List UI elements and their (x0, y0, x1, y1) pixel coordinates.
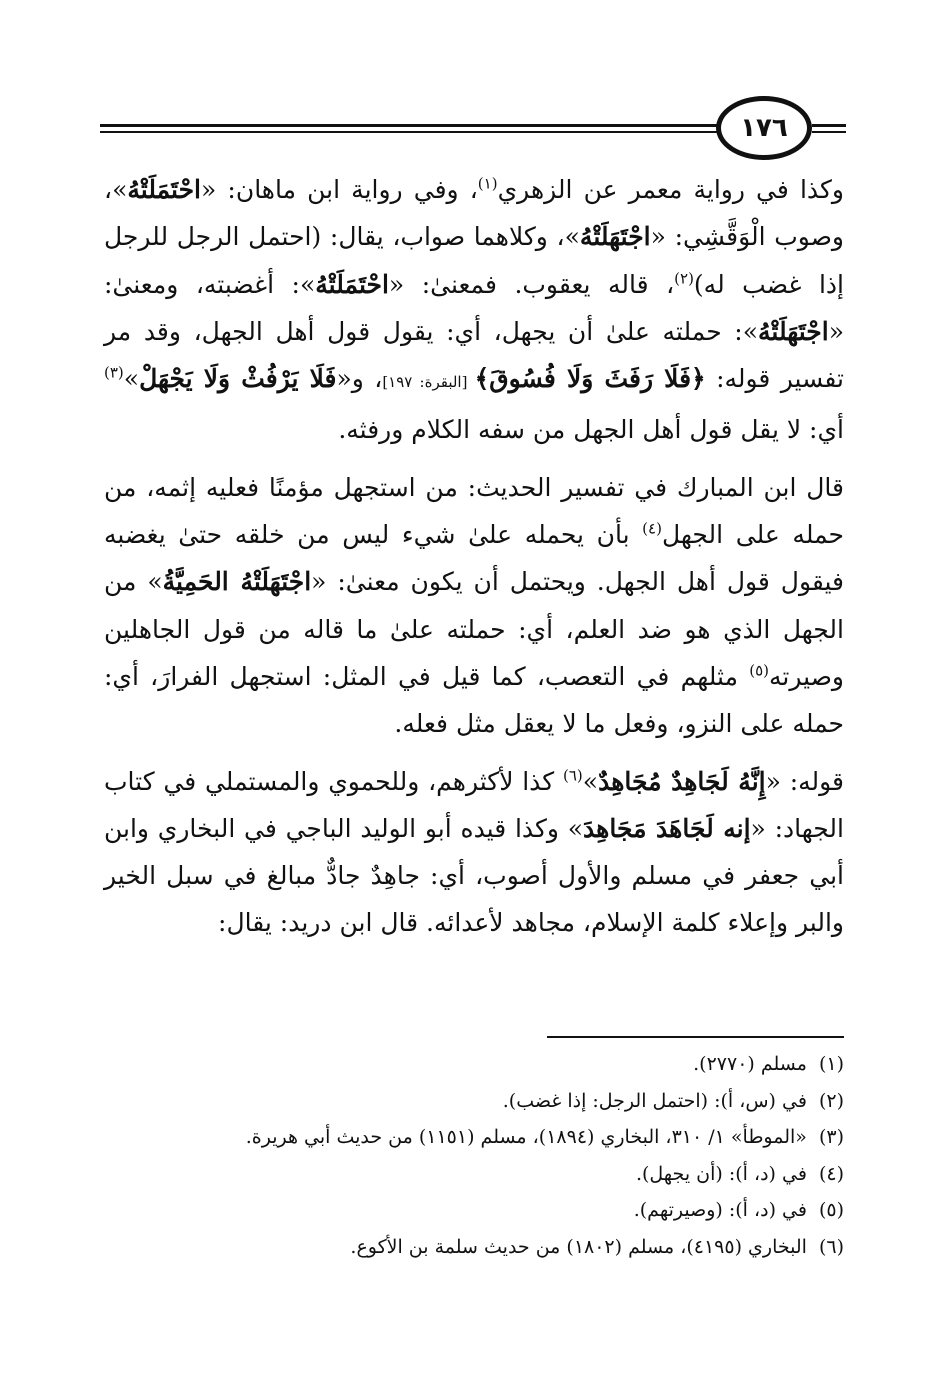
footnote (104, 1119, 844, 1156)
footnote-text: «الموطأ» ١/ ٣١٠، البخاري (١٨٩٤)، مسلم (١١٥١) من حديث أبي هريرة. (245, 1126, 807, 1148)
quoted-term: احْتَمَلَتْهُ (127, 175, 201, 204)
footnote-text: في (س، أ): (احتمل الرجل: إذا غضب). (502, 1089, 807, 1112)
footnote-text: في (د، أ): (أن يجهل). (635, 1162, 807, 1185)
footnote (104, 1046, 844, 1083)
footnote (104, 1229, 844, 1266)
text-run: ، وفي رواية ابن ماهان: « (201, 175, 478, 204)
footnote-number: (٥) (818, 1199, 844, 1221)
citation: [البقرة: ١٩٧] (382, 373, 475, 392)
page-number: ١٧٦ (716, 96, 812, 160)
paragraph (104, 166, 844, 454)
text-run: ، و« (336, 364, 383, 394)
text-run: بأن يحمله علىٰ شيء ليس من خلقه حتىٰ يغضبه فيقول قول أهل الجهل. ويحتمل أن يكون معنىٰ: « (104, 520, 844, 597)
footnote-ref: (٤) (642, 519, 662, 538)
text-run: مثلهم في التعصب، كما قيل في المثل: استجهل الفرارَ، أي: حمله على النزو، وفعل ما لا يعقل مثل فعله. (104, 661, 844, 739)
footnote-ref: (١) (477, 174, 498, 193)
text-run: » (123, 364, 140, 394)
text-run: أي: لا يقل قول أهل الجهل من سفه الكلام ورفثه. (338, 415, 844, 445)
footnote-text: مسلم (٢٧٧٠). (693, 1053, 807, 1075)
text-run: وكذا في رواية معمر عن الزهري (497, 175, 844, 204)
footnote (104, 1083, 844, 1120)
footnote-number: (٣) (818, 1126, 844, 1148)
quoted-term: إنه لَجَاهَدَ مَجَاهِدَ (583, 813, 751, 843)
footnote-number: (١) (818, 1053, 844, 1075)
header-rule (100, 124, 718, 127)
text-run: » من الجهل الذي هو ضد العلم، أي: حملته علىٰ ما قاله من قول الجاهلين وصيرته (104, 567, 844, 691)
quoted-term: احْتَمَلَتْهُ (315, 269, 389, 299)
text-run: قال ابن المبارك في تفسير الحديث: من استجهل مؤمنًا فعليه إثمه، من حمله على الجهل (104, 472, 844, 550)
text-run: » وكذا قيده أبو الوليد الباجي في البخاري وابن أبي جعفر في مسلم والأول أصوب، أي: جاهِدٌ جادٌّ مبالغ في سبل الخير والبر وإعلاء كلمة الإسلام، مجاهد لأعدائه. قال ابن دريد: يقال: (104, 813, 844, 938)
text-run: »، وكلاهما صواب، يقال: (احتمل الرجل للرجل إذا غضب له) (104, 222, 844, 299)
footnote-text: في (د، أ): (وصيرتهم). (633, 1199, 807, 1221)
footnote (104, 1192, 844, 1229)
text-run: كذا لأكثرهم، وللحموي والمستملي في كتاب الجهاد: « (104, 766, 844, 843)
quoted-term: فَلَا يَرْفُثْ وَلَا يَجْهَلْ (139, 364, 337, 394)
footnote-ref: (٥) (749, 661, 769, 680)
footnote-text: البخاري (٤١٩٥)، مسلم (١٨٠٢) من حديث سلمة بن الأكوع. (350, 1235, 807, 1258)
text-run: »: أغضبته، ومعنىٰ: « (104, 269, 844, 346)
footnote (104, 1156, 844, 1193)
footnotes (104, 1046, 844, 1265)
quoted-term: اجْتَهَلَتْهُ (758, 316, 829, 346)
text-run: قوله: « (765, 766, 844, 796)
quoted-term: اجْتَهَلَتْهُ (579, 222, 651, 252)
footnote-ref: (٣) (104, 363, 124, 382)
quoted-term: اجْتَهَلَتْهُ الحَمِيَّةُ (162, 567, 312, 597)
text-run: ، قاله يعقوب. فمعنىٰ: « (388, 269, 675, 299)
header-rule-thin (100, 131, 718, 133)
header-rule-right-thin (812, 131, 846, 133)
footnote-ref: (٦) (563, 766, 583, 785)
footnote-number: (٢) (818, 1089, 844, 1112)
footnote-number: (٦) (818, 1235, 844, 1258)
text-run: »: حملته علىٰ أن يجهل، أي: يقول قول أهل الجهل، وقد مر تفسير قوله: (104, 316, 844, 394)
footnote-separator (547, 1036, 844, 1038)
text-run: »، وصوب الْوَقَّشِي: « (104, 175, 844, 252)
quoted-term: إِنَّهُ لَجَاهِدٌ مُجَاهِدٌ (598, 766, 766, 796)
text-run: » (582, 766, 599, 796)
paragraph (104, 464, 844, 748)
footnote-ref: (٢) (674, 269, 694, 288)
paragraph (104, 758, 844, 947)
footnote-number: (٤) (818, 1162, 844, 1185)
header-rule-right (812, 124, 846, 127)
body-text (104, 166, 844, 947)
quoted-term: ﴿فَلَا رَفَثَ وَلَا فُسُوقَ﴾ (474, 364, 706, 394)
